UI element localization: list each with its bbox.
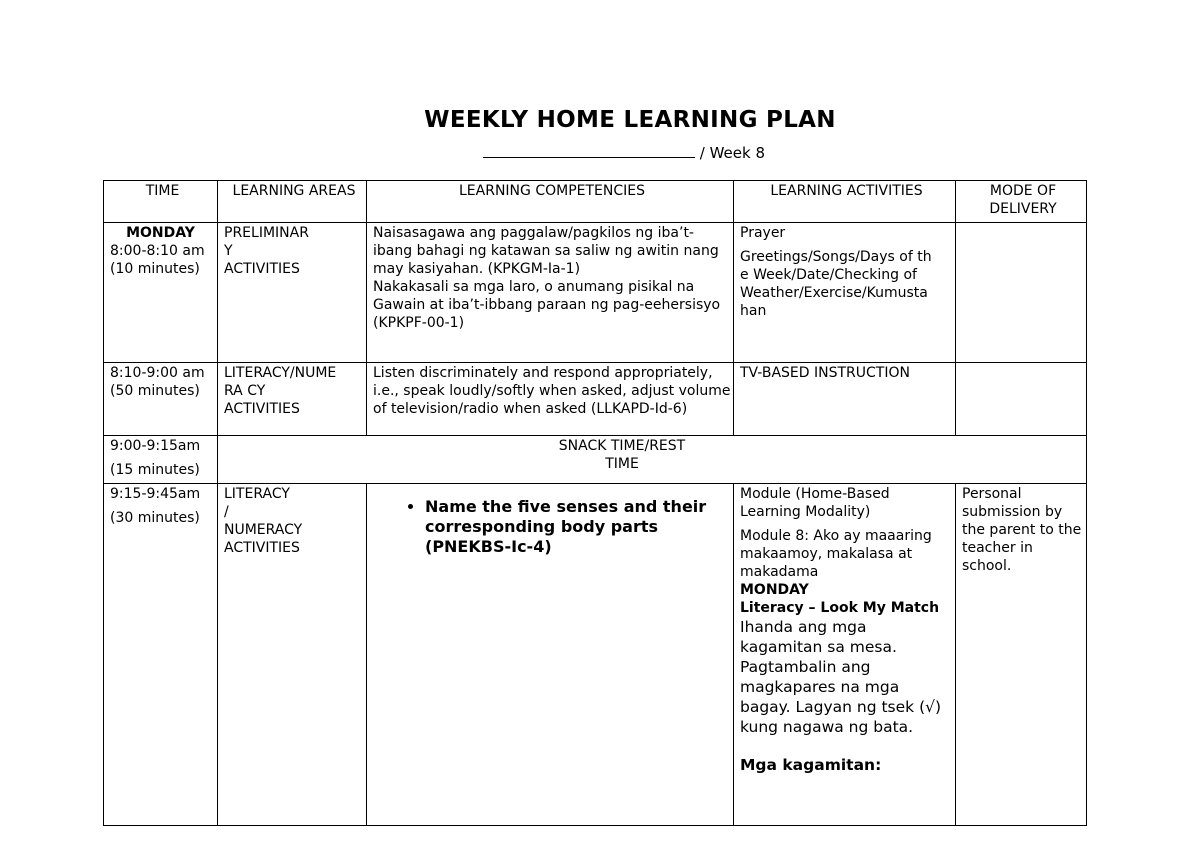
learning-area-text: ACTIVITIES	[224, 261, 300, 277]
header-time: TIME	[104, 181, 218, 223]
week-subtitle	[483, 143, 765, 162]
learning-area-cell	[218, 484, 367, 826]
table-row	[104, 436, 1087, 484]
time-range: 8:10-9:00 am	[110, 365, 205, 381]
activity-instructions: Ihanda ang mga kagamitan sa mesa. Pagtambalin ang magkapares na mga bagay. Lagyan ng tsek (√) kung nagawa ng bata.	[740, 618, 942, 736]
duration: (30 minutes)	[110, 510, 200, 526]
header-learning-competencies: LEARNING COMPETENCIES	[367, 181, 734, 223]
snack-time-cell	[218, 436, 1087, 484]
learning-area-text: LITERACY	[224, 486, 290, 502]
table-row	[104, 484, 1087, 826]
learning-area-text: Y	[224, 243, 233, 259]
competency-cell	[367, 484, 734, 826]
delivery-cell	[956, 363, 1087, 436]
competency-text: Naisasagawa ang paggalaw/pagkilos ng iba’t-ibang bahagi ng katawan sa saliw ng awitin nang may kasiyahan. (KPKGM-Ia-1)	[373, 225, 719, 277]
time-range: 8:00-8:10 am	[110, 243, 205, 259]
materials-label: Mga kagamitan:	[740, 756, 882, 774]
time-cell	[104, 223, 218, 363]
header-row	[104, 181, 1087, 223]
day-label: MONDAY	[126, 225, 195, 241]
competency-cell	[367, 363, 734, 436]
table-row	[104, 223, 1087, 363]
competency-list	[373, 497, 731, 557]
page-title: WEEKLY HOME LEARNING PLAN	[424, 107, 836, 133]
learning-area-text: ACTIVITIES	[224, 540, 300, 556]
table-row	[104, 363, 1087, 436]
activity-cell	[734, 223, 956, 363]
date-blank-line	[483, 143, 695, 158]
header-learning-activities: LEARNING ACTIVITIES	[734, 181, 956, 223]
learning-area-text: RA CY	[224, 383, 266, 399]
competency-text: Nakakasali sa mga laro, o anumang pisikal na Gawain at iba’t-ibbang paraan ng pag-eehersisyo (KPKPF-00-1)	[373, 279, 721, 331]
delivery-cell	[956, 223, 1087, 363]
activity-text: Prayer	[740, 225, 786, 241]
activity-cell	[734, 484, 956, 826]
activity-text: Module 8: Ako ay maaaring makaamoy, makalasa at makadama	[740, 528, 932, 580]
snack-time-label: SNACK TIME/REST TIME	[558, 438, 686, 472]
delivery-text: Personal submission by the parent to the teacher in school.	[962, 486, 1082, 574]
learning-area-cell	[218, 223, 367, 363]
learning-plan-table	[103, 180, 1087, 826]
delivery-cell	[956, 484, 1087, 826]
duration: (15 minutes)	[110, 462, 200, 478]
learning-area-text: NUMERACY	[224, 522, 303, 538]
activity-day: MONDAY	[740, 582, 809, 598]
time-cell	[104, 436, 218, 484]
time-range: 9:15-9:45am	[110, 486, 201, 502]
list-item: • Name the five senses and their corresponding body parts (PNEKBS-Ic-4)	[425, 497, 731, 557]
week-label: / Week 8	[699, 144, 766, 162]
time-range: 9:00-9:15am	[110, 438, 201, 454]
time-cell	[104, 484, 218, 826]
learning-area-cell	[218, 363, 367, 436]
activity-text: Module (Home-Based Learning Modality)	[740, 486, 890, 520]
duration: (10 minutes)	[110, 261, 200, 277]
learning-area-text: PRELIMINAR	[224, 225, 309, 241]
activity-cell	[734, 363, 956, 436]
duration: (50 minutes)	[110, 383, 200, 399]
learning-area-text: /	[224, 504, 229, 520]
learning-area-text: ACTIVITIES	[224, 401, 300, 417]
learning-area-text: LITERACY/NUME	[224, 365, 337, 381]
header-learning-areas: LEARNING AREAS	[218, 181, 367, 223]
time-cell	[104, 363, 218, 436]
activity-title: Literacy – Look My Match	[740, 600, 940, 616]
activity-text: Greetings/Songs/Days of the Week/Date/Checking of Weather/Exercise/Kumustahan	[740, 249, 932, 319]
competency-cell	[367, 223, 734, 363]
competency-text: Listen discriminately and respond appropriately, i.e., speak loudly/softly when asked, adjust volume of television/radio when asked (LLKAPD-Id-6)	[373, 365, 731, 417]
activity-text: TV-BASED INSTRUCTION	[740, 365, 910, 381]
header-mode-of-delivery: MODE OF DELIVERY	[956, 181, 1087, 223]
